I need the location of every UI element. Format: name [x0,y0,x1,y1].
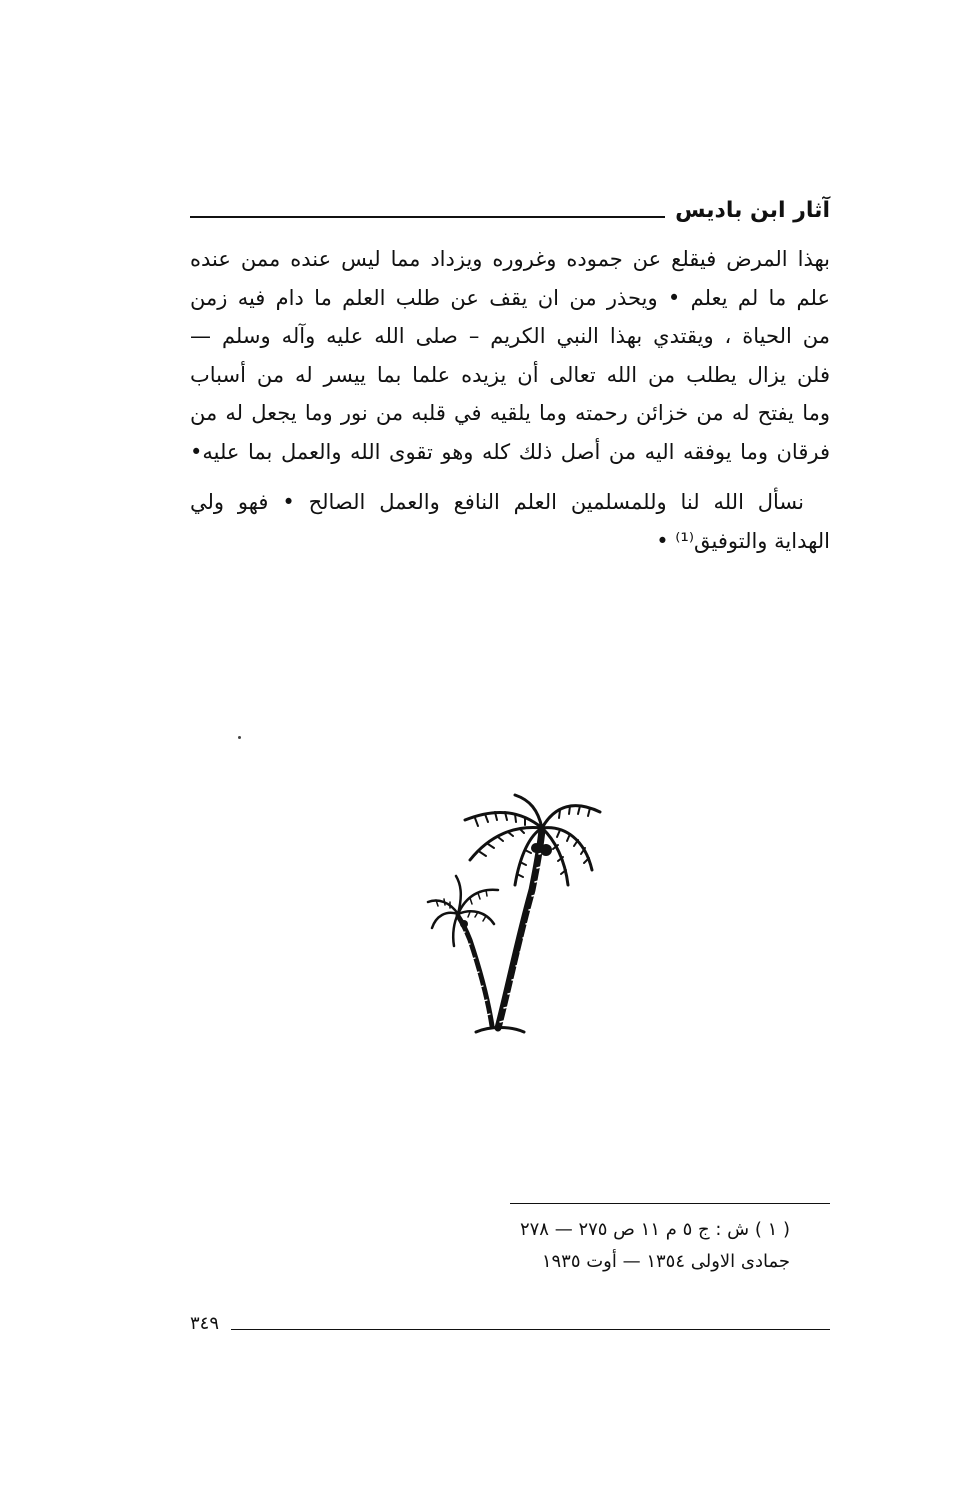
header-rule [190,216,665,218]
running-header [190,192,830,222]
footnote-rule [510,1203,830,1204]
palm-trees-icon [420,790,620,1040]
text-line: نسأل الله لنا وللمسلمين العلم النافع والعمل الصالح • فهو ولي [190,490,804,514]
footnote-line: جمادى الاولى ١٣٥٤ — أوت ١٩٣٥ [541,1251,790,1272]
text-line: فرقان وما يوفقه اليه من أصل ذلك كله وهو تقوى الله والعمل بما عليه• [190,439,830,464]
main-text [190,240,830,560]
text-line: بهذا المرض فيقلع عن جموده وغروره ويزداد مما ليس عنده ممن عنده [190,247,830,271]
footnote-line: ( ١ ) ش : ج ٥ م ١١ ص ٢٧٥ — ٢٧٨ [519,1219,790,1240]
text-line: علم ما لم يعلم • ويحذر من ان يقف عن طلب العلم ما دام فيه زمن [190,285,830,310]
footnotes [380,1214,790,1278]
text-line: وما يفتح له من خزائن رحمته وما يلقيه في قلبه من نور وما يجعل له من [190,401,830,425]
text-line: الهداية والتوفيق⁽¹⁾ • [656,528,830,553]
ink-speck [238,736,241,739]
text-line: فلن يزال يطلب من الله تعالى أن يزيده علما بما ييسر له من أسباب [190,362,830,387]
page-number: ٣٤٩ [190,1313,220,1334]
footer-rule [231,1329,830,1330]
running-title: آثار ابن باديس [675,198,830,223]
text-line: من الحياة ، ويقتدي بهذا النبي الكريم – صلى الله عليه وآله وسلم — [190,324,830,348]
page-footer [190,1305,830,1333]
